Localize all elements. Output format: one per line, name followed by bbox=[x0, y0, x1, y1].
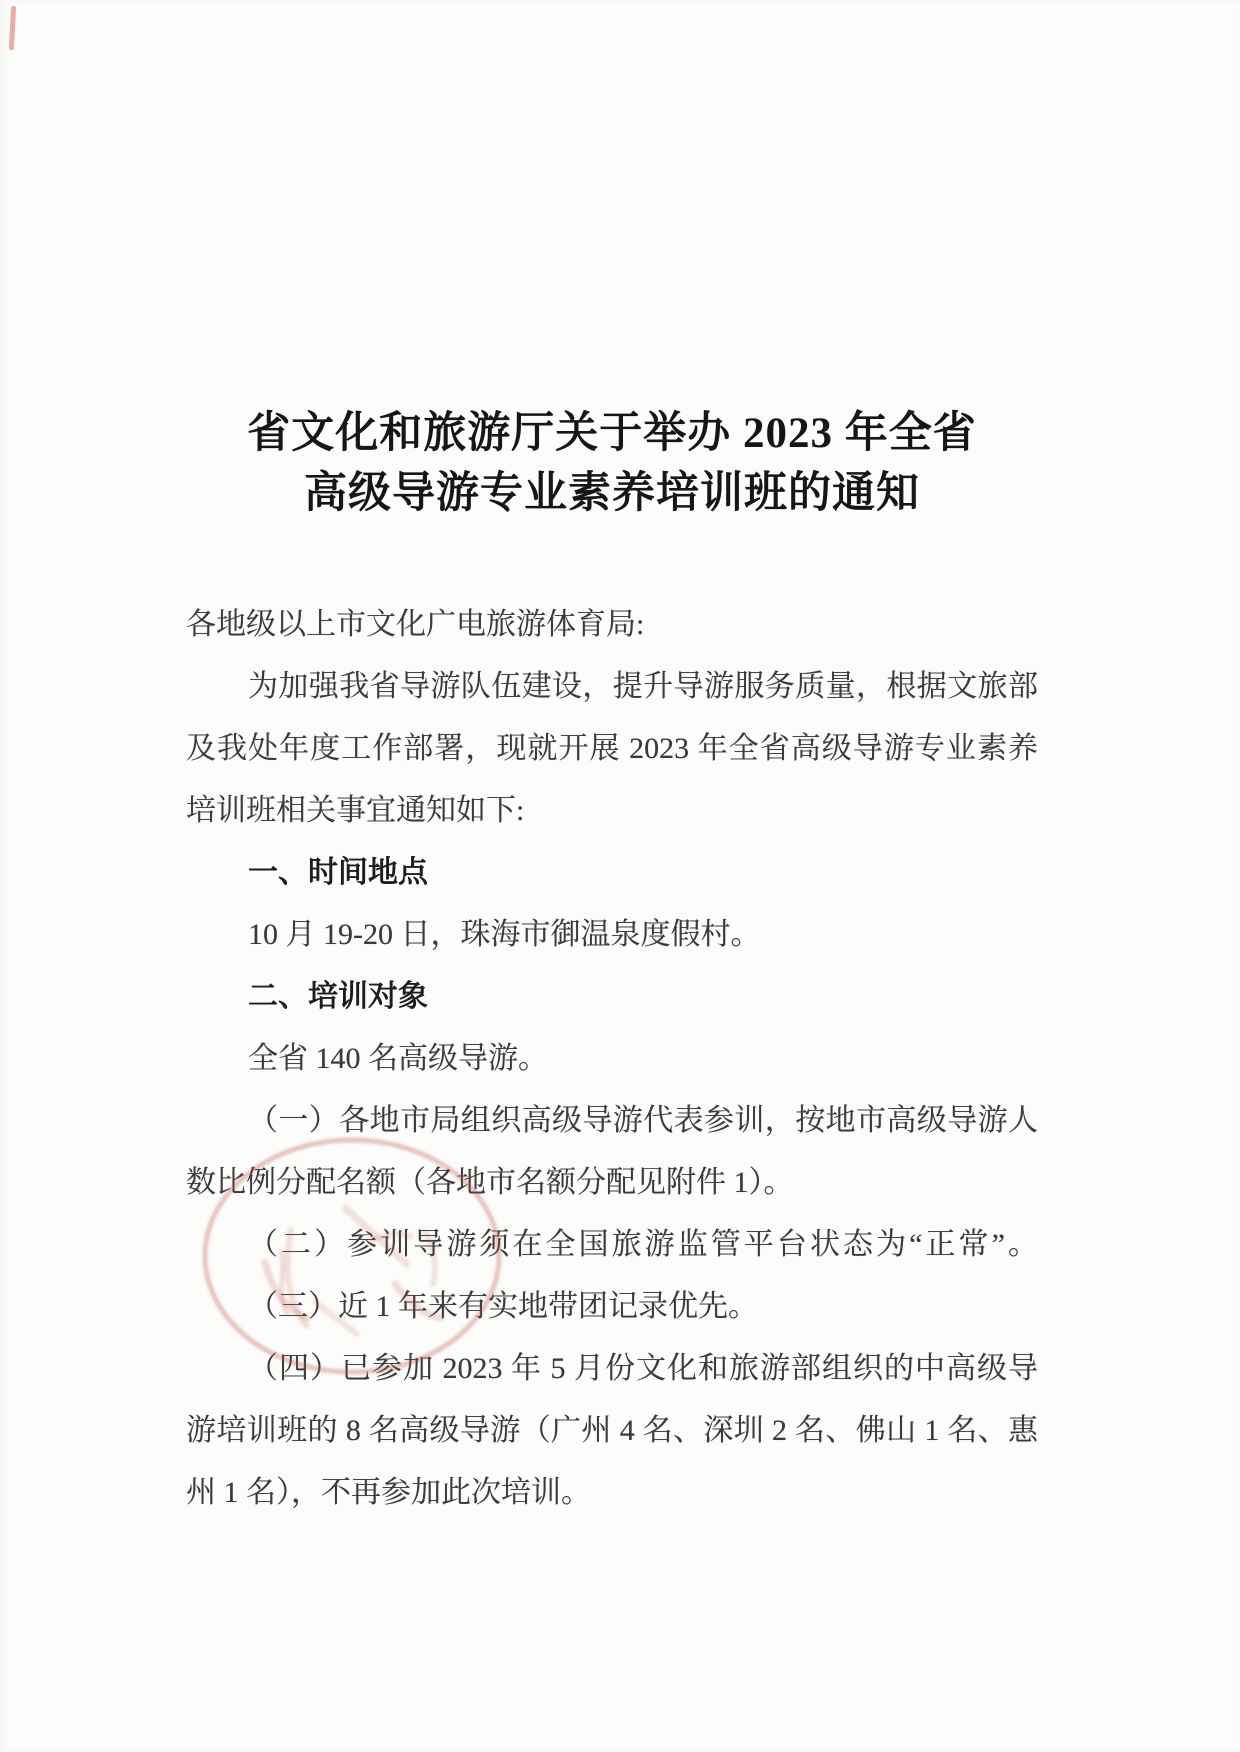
text-line: 州 1 名），不再参加此次培训。 bbox=[186, 1476, 591, 1509]
document-title bbox=[186, 404, 1038, 524]
salutation bbox=[186, 594, 1038, 656]
text-line: 各地级以上市文化广电旅游体育局: bbox=[186, 608, 645, 641]
text-line: 及我处年度工作部署，现就开展 2023 年全省高级导游专业素养 bbox=[186, 732, 1038, 765]
text-line: 10 月 19-20 日，珠海市御温泉度假村。 bbox=[248, 918, 761, 951]
text-line: （四）已参加 2023 年 5 月份文化和旅游部组织的中高级导 bbox=[248, 1352, 1038, 1385]
text-line: （一）各地市局组织高级导游代表参训，按地市高级导游人 bbox=[248, 1104, 1038, 1137]
paragraph bbox=[186, 1214, 1038, 1276]
scan-artifact-red-mark bbox=[9, 6, 16, 50]
heading bbox=[186, 842, 1038, 904]
paragraph bbox=[186, 904, 1038, 966]
text-line: （二）参训导游须在全国旅游监管平台状态为“正常”。 bbox=[248, 1228, 1038, 1261]
title-line-1: 省文化和旅游厅关于举办 2023 年全省 bbox=[247, 410, 977, 457]
paragraph bbox=[186, 1338, 1038, 1524]
title-line-2: 高级导游专业素养培训班的通知 bbox=[304, 470, 920, 517]
paragraph bbox=[186, 656, 1038, 842]
paragraph bbox=[186, 1028, 1038, 1090]
text-line: 二、培训对象 bbox=[248, 980, 428, 1013]
text-line: 数比例分配名额（各地市名额分配见附件 1）。 bbox=[186, 1166, 794, 1199]
document-body bbox=[186, 594, 1038, 1524]
paragraph bbox=[186, 1276, 1038, 1338]
heading bbox=[186, 966, 1038, 1028]
paragraph bbox=[186, 1090, 1038, 1214]
text-line: 全省 140 名高级导游。 bbox=[248, 1042, 548, 1075]
text-line: 为加强我省导游队伍建设，提升导游服务质量，根据文旅部 bbox=[248, 670, 1038, 703]
text-line: （三）近 1 年来有实地带团记录优先。 bbox=[248, 1290, 758, 1323]
text-line: 游培训班的 8 名高级导游（广州 4 名、深圳 2 名、佛山 1 名、惠 bbox=[186, 1414, 1038, 1447]
text-line: 一、时间地点 bbox=[248, 856, 428, 889]
text-line: 培训班相关事宜通知如下: bbox=[186, 794, 525, 827]
